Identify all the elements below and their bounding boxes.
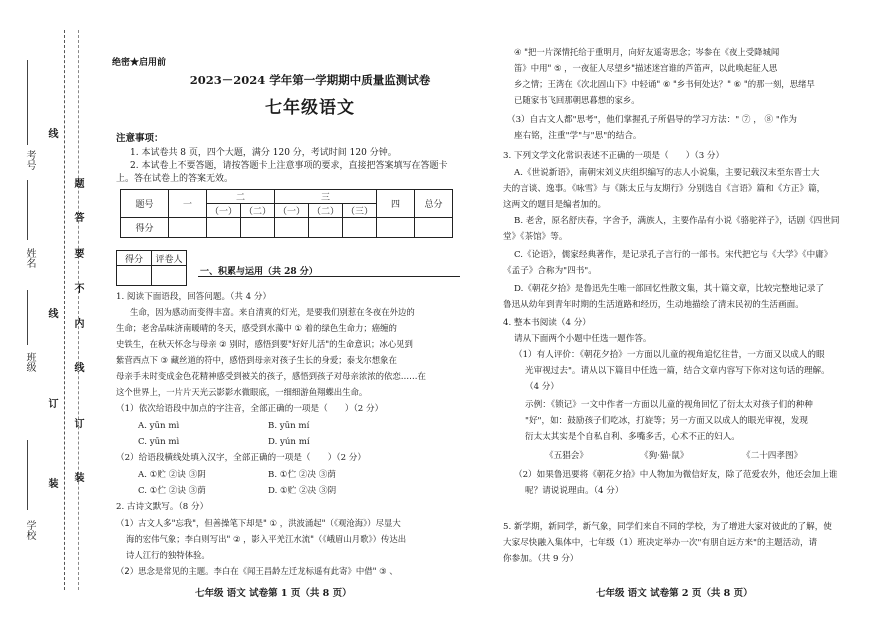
grader-table: [116, 250, 187, 286]
q4-sub1-line-3: （4 分）: [525, 382, 559, 392]
seal-word-ding: 订: [46, 398, 57, 408]
q3-stem: 3. 下列文学文化常识表述不正确的一项是（ ）（3 分）: [503, 151, 725, 161]
q1-passage-line-6: 这个世界上，一片片天光云影影水微眼底，一细细游鱼翔蝶出生命。: [116, 387, 368, 397]
q5-stem-line-2: 大家尽快融入集体中，七年级（1）班决定举办一次"有朋自远方来"的主题活动，请: [503, 538, 818, 548]
school-blank: [27, 440, 28, 510]
class-blank: [27, 290, 28, 345]
q4-option-wuchanghui: 《五猖会》: [545, 451, 588, 461]
section-1-rule: [198, 276, 460, 277]
q1-passage-line-4: 紫营西点下 ③ 藏丝道的符中，感悟到母亲对孩子生长的身爱；泰戈尔想象在: [116, 355, 397, 365]
score-table-header-3: 三: [275, 190, 377, 204]
q1-sub2-option-a: A. ①贮 ②诀 ③阴: [138, 470, 206, 480]
score-table-header-2: 二: [207, 190, 275, 204]
q4-sub2-line-2: 呢？请说说理由。（4 分）: [525, 486, 624, 496]
q4-sub1-line-2: 光审视过去"。请从以下篇目中任选一篇，结合文章内容写下你对这句话的理解。: [525, 366, 830, 376]
score-cell: [207, 218, 241, 238]
seal-word-bu: 不: [72, 283, 83, 293]
score-table-sub-2-1: （一）: [207, 204, 241, 218]
q1-passage-line-5: 母亲手未时变成金色花精神感受到被关的孩子，感悟到孩子对母亲浓浓的依恋……在: [116, 371, 426, 381]
q2-sub1-line-1: （1）古文人多"忘我"，但善操笔下却是" ① ，洪波涌起"（《观沧海》）尽显大: [116, 518, 401, 528]
grader-cell: [117, 266, 152, 286]
q3-option-a-2: 夫的言谈、逸事。《咏雪》与《陈太丘与友期行》分别选自《言语》篇和《方正》篇，: [503, 184, 826, 194]
q2-sub2-line-3: 笛》中用" ⑤ ，一夜征人尽望乡"描述迷宫谁的芦笛声，以此唤起征人思: [514, 63, 778, 73]
score-table-sub-2-2: （二）: [241, 204, 275, 218]
q1-passage-line-2: 生命；老舍品味济南暖晴的冬天，感受到水藻中 ① 着的绿色生命力；癌缠的: [116, 323, 397, 333]
name-label: 姓名: [24, 248, 35, 268]
score-cell: [169, 218, 207, 238]
q2-sub2-line-5: 已随家书飞回那朝思暮想的家乡。: [514, 95, 640, 105]
q3-option-c-1: C.《论语》，儒家经典著作，是记录孔子言行的一部书。宋代把它与《大学》《中庸》: [514, 250, 833, 260]
q3-option-d-2: 鲁迅从幼年到青年时期的生活道路和经历，生动地描绘了清末民初的生活画面。: [503, 300, 804, 310]
q2-sub1-line-3: 诗人江行的独特体验。: [126, 550, 210, 560]
q2-sub3-line-2: 座右铭，注重"学"与"思"的结合。: [514, 131, 642, 141]
q2-sub2-line-2: ④ "把一片深情托给于重明月，向好友遥寄思念；岑参在《夜上受降城闻: [514, 47, 780, 57]
grader-label: 评卷人: [152, 251, 187, 266]
note-2a: 2. 本试卷上不要答题，请按答题卡上注意事项的要求，直接把答案填写在答题卡: [130, 161, 448, 171]
score-table-header-1: 一: [169, 190, 207, 218]
notes-heading: 注意事项：: [116, 133, 164, 144]
section-1-title: 一、积累与运用（共 28 分）: [200, 267, 318, 277]
q5-stem-line-3: 你参加。（共 9 分）: [503, 554, 579, 564]
q1-sub1: （1）依次给语段中加点的字注音，全部正确的一项是（ ）（2 分）: [116, 404, 384, 414]
footer-page-2: 七年级 语文 试卷第 2 页（共 8 页）: [596, 588, 753, 599]
seal-word-zhuang2: 装: [72, 472, 83, 482]
seal-word-xian: 线: [46, 308, 57, 318]
note-2b: 上。答在试卷上的答案无效。: [116, 174, 234, 184]
q3-option-c-2: 《孟子》合称为"四书"。: [503, 266, 597, 276]
school-label: 学校: [24, 520, 35, 540]
seal-word-yao: 要: [72, 248, 83, 258]
q5-stem-line-1: 5. 新学期，新同学，新气象，同学们来自不同的学校，为了增进大家对彼此的了解，使: [503, 522, 832, 532]
q2-sub2-line-4: 乡之情；王湾在《次北固山下》中轻诵" ⑥ "乡书何处达？" ⑥ "的那一刻，思绪早: [514, 79, 815, 89]
seal-word-zhuang: 装: [46, 478, 57, 488]
seal-word-ding2: 订: [72, 418, 83, 428]
q4-instruction: 请从下面两个小题中任选一题作答。: [514, 334, 652, 344]
q3-option-d-1: D.《朝花夕拾》是鲁迅先生唯一部回忆性散文集，其十篇文章，比较完整地记录了: [514, 284, 825, 294]
q3-option-a-3: 这两文的题目是编者加的。: [503, 200, 607, 210]
footer-page-1: 七年级 语文 试卷第 1 页（共 8 页）: [195, 588, 352, 599]
class-label: 班级: [24, 352, 35, 372]
q1-sub2-option-c: C. ①伫 ②诀 ③荫: [138, 486, 206, 496]
score-table-sub-3-2: （二）: [309, 204, 343, 218]
seal-word-xian-top: 线: [46, 128, 57, 138]
seal-word-da: 答: [72, 212, 83, 222]
seal-word-xian2: 线: [72, 362, 83, 372]
score-table-header-qno: 题号: [121, 190, 169, 218]
binding-margin: [0, 0, 100, 621]
q4-example-line-3: 衍太太其实是个自私自利、多嘴多舌，心术不正的妇人。: [525, 432, 740, 442]
binding-dashed-line-inner: [78, 30, 79, 590]
q4-example-line-2: "好"，如：鼓励孩子们吃冰，打旋等；另一方面又以成人的眼光审视，发现: [525, 416, 808, 426]
q1-sub2-option-b: B. ①伫 ②决 ③荫: [268, 470, 336, 480]
q1-stem: 1. 阅读下面语段，回答问题。（共 4 分）: [116, 292, 272, 302]
score-cell: [415, 218, 453, 238]
score-cell: [343, 218, 377, 238]
seal-word-ti: 题: [72, 178, 83, 188]
q4-example-line-1: 示例：《锁记》一文中作者一方面以儿童的视角回忆了衍太太对孩子们的种种: [525, 400, 813, 410]
binding-dashed-line: [64, 30, 65, 590]
q1-passage-line-1: 生命，因为感动而变得丰富。来自清爽的灯光，是要我们别惹在冬夜在外边的: [130, 307, 415, 317]
q2-sub3-line-1: （3）自古文人都"思考"，他们掌握孔子所倡导的学习方法：" ⑦ ， ⑧ "作为: [507, 115, 798, 125]
q2-sub1-line-2: 海的宏伟气象；李白则写出" ② ，影入平羌江水流"（《峨眉山月歌》）传达出: [126, 534, 407, 544]
score-table-header-total: 总分: [415, 190, 453, 218]
score-cell: [377, 218, 415, 238]
q4-option-ershisixiaotu: 《二十四孝图》: [742, 451, 803, 461]
score-cell: [309, 218, 343, 238]
exam-title: 2023－2024 学年第一学期期中质量监测试卷: [189, 73, 431, 87]
score-table: [120, 189, 453, 238]
score-table-header-4: 四: [377, 190, 415, 218]
name-blank: [27, 180, 28, 240]
score-cell: [275, 218, 309, 238]
q3-option-a-1: A.《世说新语》，南朝宋刘义庆组织编写的志人小说集，主要记载汉末至东晋士大: [514, 168, 820, 178]
q4-option-goumaoshu: 《狗·猫·鼠》: [640, 451, 689, 461]
q4-sub1-line-1: （1）有人评价：《朝花夕拾》一方面以儿童的视角追忆往昔，一方面又以成人的眼: [514, 350, 825, 360]
q1-passage-line-3: 史铁生，在秋天怀念与母亲 ② 别时，感悟到要"好好儿活"的生命意识；冰心见到: [116, 339, 413, 349]
q1-sub2-option-d: D. ①贮 ②决 ③阴: [268, 486, 337, 496]
grader-score-label: 得分: [117, 251, 152, 266]
note-1: 1. 本试卷共 8 页，四个大题，满分 120 分，考试时间 120 分钟。: [130, 148, 397, 158]
q1-sub1-option-b: B. yūn mí: [268, 421, 310, 431]
q4-sub2-line-1: （2）如果鲁迅要将《朝花夕拾》中人物加为微信好友，除了范爱农外，他还会加上谁: [514, 470, 838, 480]
score-table-sub-3-1: （一）: [275, 204, 309, 218]
grader-cell: [152, 266, 187, 286]
exam-number-label: 考号: [24, 150, 35, 170]
score-cell: [241, 218, 275, 238]
q1-sub1-option-a: A. yūn mì: [138, 421, 180, 431]
q2-sub2-line-1: （2）思念是常见的主题。李白在《闻王昌龄左迁龙标遥有此寄》中借" ③ 、: [116, 566, 398, 576]
confidential-mark: 绝密★启用前: [112, 58, 167, 68]
q2-stem: 2. 古诗文默写。（8 分）: [116, 502, 209, 512]
exam-number-blank: [27, 60, 28, 145]
q1-sub1-option-c: C. yūn mì: [138, 437, 180, 447]
q4-stem: 4. 整本书阅读（4 分）: [503, 318, 591, 328]
q3-option-b-1: B. 老舍，原名舒庆春，字舍予，满族人，主要作品有小说《骆驼祥子》，话剧《四世同: [514, 216, 840, 226]
q3-option-b-2: 堂》《茶馆》等。: [503, 232, 568, 242]
q1-sub1-option-d: D. yún mí: [268, 437, 310, 447]
subject-title: 七年级语文: [265, 98, 355, 118]
score-table-score-label: 得分: [121, 218, 169, 238]
q1-sub2: （2）给语段横线处填入汉字，全部正确的一项是（ ）（2 分）: [116, 453, 366, 463]
score-table-sub-3-3: （三）: [343, 204, 377, 218]
seal-word-nei: 内: [72, 318, 83, 328]
